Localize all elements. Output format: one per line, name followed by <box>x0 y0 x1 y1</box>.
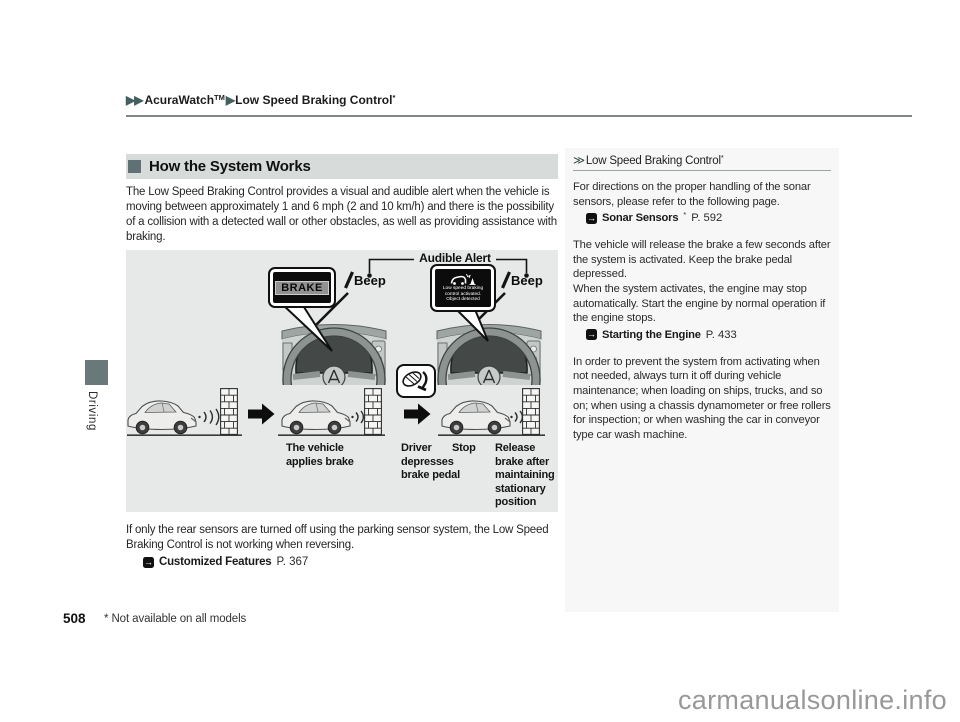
collision-warning-icon <box>450 273 476 286</box>
display-message-line: control activated. <box>444 291 482 297</box>
brake-pedal-callout <box>396 364 436 398</box>
reference-arrow-icon: → <box>587 212 596 223</box>
caption-stop: Stop <box>452 442 476 454</box>
reference-label: Customized Features <box>159 556 272 568</box>
caption-driver-depresses: Driver depresses brake pedal <box>401 442 460 481</box>
caption-vehicle-applies-brake: The vehicle applies brake <box>286 442 354 468</box>
beep-label-left: Beep <box>354 273 386 288</box>
audible-alert-label: Audible Alert <box>419 251 491 265</box>
brake-warning-indicator: BRAKE <box>275 281 329 295</box>
breadcrumb-arrows-icon: ▶▶ <box>126 93 143 107</box>
notes-sidebar <box>565 148 839 612</box>
breadcrumb <box>126 93 395 107</box>
display-message-line: Low speed braking <box>442 286 484 292</box>
cluster-screen <box>273 272 331 303</box>
reference-page: P. 367 <box>276 556 309 568</box>
display-message-line: Object detected <box>446 297 480 303</box>
reference-page: P. 433 <box>705 328 737 341</box>
reference-label: Sonar Sensors <box>602 212 679 225</box>
breadcrumb-separator-icon: ▶ <box>225 93 235 107</box>
sidebar-paragraph: For directions on the proper handling of the sonar sensors, please refer to the following page. <box>573 181 811 208</box>
sidebar-paragraph: When the system activates, the engine may stop automatically. Start the engine by normal operation if the engine stops. <box>573 282 826 325</box>
section-title: How the System Works <box>149 158 311 175</box>
brake-indicator-callout <box>268 267 336 308</box>
main-column <box>126 154 558 568</box>
reference-page: P. 592 <box>691 212 723 225</box>
sidebar-paragraph: The vehicle will release the brake a few seconds after the system is activated. Keep the brake pedal depressed. <box>573 239 831 281</box>
trademark-symbol: TM <box>214 93 225 102</box>
caption-release: Release brake after maintaining stationary position <box>495 442 555 508</box>
multi-information-screen <box>435 269 491 307</box>
header-rule <box>126 115 912 117</box>
breadcrumb-asterisk: * <box>392 93 396 102</box>
spacer <box>573 224 831 238</box>
reference-sonar-sensors[interactable] <box>586 209 831 225</box>
chapter-tab-marker <box>85 360 108 385</box>
system-operation-figure <box>126 250 558 512</box>
multi-information-display-callout <box>430 264 496 312</box>
section-header <box>126 154 558 179</box>
spacer <box>573 341 831 355</box>
sidebar-title: Low Speed Braking Control <box>585 155 721 167</box>
breadcrumb-section: AcuraWatch <box>144 93 215 107</box>
note-marker-icon: ≫ <box>573 155 585 167</box>
reference-asterisk: * <box>683 209 687 219</box>
models-footnote: * Not available on all models <box>104 613 247 625</box>
beep-label-right: Beep <box>511 273 543 288</box>
reference-arrow-icon: → <box>144 556 153 567</box>
sidebar-header <box>573 153 831 171</box>
intro-paragraph: The Low Speed Braking Control provides a visual and audible alert when the vehicle is moving between approximately 1 and 6 mph (2 and 10 km/h) and there is the possibility of a collision with a detected wall or other obstacles, as well as providing assistance with braking. <box>126 186 557 243</box>
section-bullet-icon <box>128 160 141 173</box>
brake-pedal-icon <box>401 369 431 393</box>
reference-arrow-icon: → <box>587 329 596 340</box>
reference-starting-engine[interactable] <box>586 329 831 341</box>
sidebar-title-asterisk: * <box>720 153 724 162</box>
watermark: carmanualsonline.info <box>678 685 947 715</box>
reference-label: Starting the Engine <box>602 328 701 341</box>
sidebar-paragraph: In order to prevent the system from activating when not needed, always turn it off during vehicle maintenance; when loading on ships, trucks, and so on; when using a chassis dynamometer or free rollers for inspection; or when washing the car in conveyor type car wash machine. <box>573 355 831 441</box>
page-number: 508 <box>63 611 86 626</box>
breadcrumb-page-title: Low Speed Braking Control <box>235 93 393 107</box>
reference-customized-features[interactable] <box>143 556 558 568</box>
chapter-tab-label: Driving <box>86 391 98 431</box>
rear-sensors-note: If only the rear sensors are turned off using the parking sensor system, the Low Speed Braking Control is not working when reversing. <box>126 524 549 551</box>
